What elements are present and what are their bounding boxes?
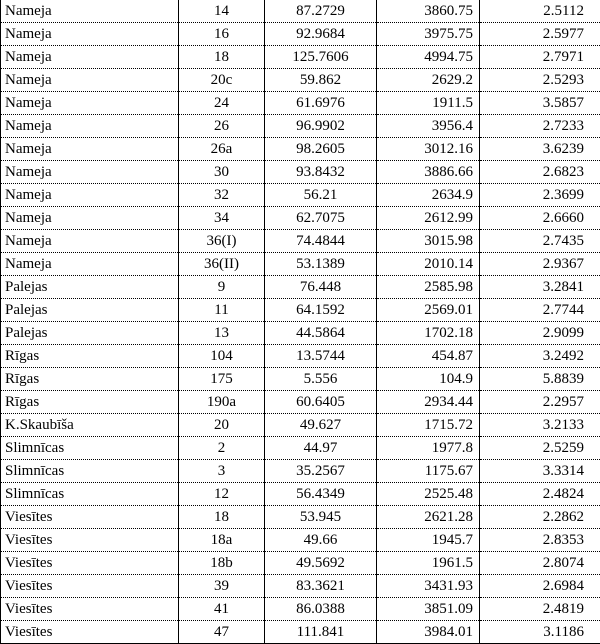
house-number-cell: 32 <box>179 184 265 207</box>
house-number-cell: 36(I) <box>179 230 265 253</box>
ratio-cell: 2.5293 <box>480 69 600 92</box>
house-number-cell: 2 <box>179 437 265 460</box>
street-cell: Nameja <box>1 69 179 92</box>
table-row <box>1 414 600 437</box>
value-cell: 1911.5 <box>377 92 480 115</box>
value-cell: 3015.98 <box>377 230 480 253</box>
house-number-cell: 13 <box>179 322 265 345</box>
area-cell: 98.2605 <box>265 138 377 161</box>
ratio-cell: 2.4824 <box>480 483 600 506</box>
value-cell: 454.87 <box>377 345 480 368</box>
table-row <box>1 621 600 644</box>
ratio-cell: 2.7233 <box>480 115 600 138</box>
area-cell: 49.627 <box>265 414 377 437</box>
area-cell: 49.66 <box>265 529 377 552</box>
street-cell: Viesītes <box>1 529 179 552</box>
area-cell: 87.2729 <box>265 0 377 23</box>
house-number-cell: 41 <box>179 598 265 621</box>
area-cell: 13.5744 <box>265 345 377 368</box>
value-cell: 3012.16 <box>377 138 480 161</box>
area-cell: 111.841 <box>265 621 377 644</box>
street-cell: Nameja <box>1 46 179 69</box>
house-number-cell: 190a <box>179 391 265 414</box>
table-row <box>1 460 600 483</box>
area-cell: 83.3621 <box>265 575 377 598</box>
value-cell: 1945.7 <box>377 529 480 552</box>
value-cell: 2934.44 <box>377 391 480 414</box>
area-cell: 56.4349 <box>265 483 377 506</box>
street-cell: Nameja <box>1 115 179 138</box>
ratio-cell: 2.7435 <box>480 230 600 253</box>
table-row <box>1 345 600 368</box>
value-cell: 2629.2 <box>377 69 480 92</box>
house-number-cell: 26a <box>179 138 265 161</box>
ratio-cell: 3.1186 <box>480 621 600 644</box>
ratio-cell: 2.9367 <box>480 253 600 276</box>
street-cell: Nameja <box>1 138 179 161</box>
value-cell: 3956.4 <box>377 115 480 138</box>
ratio-cell: 3.5857 <box>480 92 600 115</box>
house-number-cell: 18 <box>179 506 265 529</box>
value-cell: 1977.8 <box>377 437 480 460</box>
area-cell: 74.4844 <box>265 230 377 253</box>
house-number-cell: 104 <box>179 345 265 368</box>
street-cell: Nameja <box>1 0 179 23</box>
area-cell: 53.1389 <box>265 253 377 276</box>
house-number-cell: 3 <box>179 460 265 483</box>
value-cell: 4994.75 <box>377 46 480 69</box>
ratio-cell: 2.8353 <box>480 529 600 552</box>
ratio-cell: 2.6984 <box>480 575 600 598</box>
value-cell: 2010.14 <box>377 253 480 276</box>
area-cell: 35.2567 <box>265 460 377 483</box>
ratio-cell: 2.6660 <box>480 207 600 230</box>
value-cell: 3984.01 <box>377 621 480 644</box>
house-number-cell: 18b <box>179 552 265 575</box>
ratio-cell: 2.3699 <box>480 184 600 207</box>
value-cell: 1715.72 <box>377 414 480 437</box>
table-row <box>1 69 600 92</box>
street-cell: Rīgas <box>1 368 179 391</box>
table-row <box>1 575 600 598</box>
value-cell: 3431.93 <box>377 575 480 598</box>
ratio-cell: 3.3314 <box>480 460 600 483</box>
area-cell: 96.9902 <box>265 115 377 138</box>
house-number-cell: 18a <box>179 529 265 552</box>
table-row <box>1 253 600 276</box>
value-cell: 2612.99 <box>377 207 480 230</box>
street-cell: Nameja <box>1 253 179 276</box>
street-cell: Palejas <box>1 322 179 345</box>
value-cell: 2569.01 <box>377 299 480 322</box>
value-cell: 3975.75 <box>377 23 480 46</box>
ratio-cell: 5.8839 <box>480 368 600 391</box>
street-cell: Rīgas <box>1 391 179 414</box>
ratio-cell: 3.2492 <box>480 345 600 368</box>
value-cell: 2525.48 <box>377 483 480 506</box>
area-cell: 93.8432 <box>265 161 377 184</box>
house-number-cell: 47 <box>179 621 265 644</box>
table-row <box>1 299 600 322</box>
table-row <box>1 46 600 69</box>
ratio-cell: 2.5112 <box>480 0 600 23</box>
table-row <box>1 184 600 207</box>
value-cell: 1961.5 <box>377 552 480 575</box>
house-number-cell: 20 <box>179 414 265 437</box>
area-cell: 49.5692 <box>265 552 377 575</box>
street-cell: Nameja <box>1 184 179 207</box>
table-row <box>1 322 600 345</box>
street-cell: Viesītes <box>1 621 179 644</box>
house-number-cell: 34 <box>179 207 265 230</box>
area-cell: 64.1592 <box>265 299 377 322</box>
house-number-cell: 26 <box>179 115 265 138</box>
ratio-cell: 3.2841 <box>480 276 600 299</box>
value-cell: 2585.98 <box>377 276 480 299</box>
area-cell: 59.862 <box>265 69 377 92</box>
table-row <box>1 368 600 391</box>
area-cell: 60.6405 <box>265 391 377 414</box>
street-cell: Palejas <box>1 299 179 322</box>
value-cell: 2634.9 <box>377 184 480 207</box>
street-cell: Viesītes <box>1 506 179 529</box>
value-cell: 2621.28 <box>377 506 480 529</box>
house-number-cell: 12 <box>179 483 265 506</box>
street-cell: Viesītes <box>1 598 179 621</box>
area-cell: 125.7606 <box>265 46 377 69</box>
ratio-cell: 2.8074 <box>480 552 600 575</box>
ratio-cell: 2.2957 <box>480 391 600 414</box>
table-row <box>1 23 600 46</box>
house-number-cell: 36(II) <box>179 253 265 276</box>
table-row <box>1 115 600 138</box>
area-cell: 76.448 <box>265 276 377 299</box>
table-row <box>1 92 600 115</box>
area-cell: 86.0388 <box>265 598 377 621</box>
ratio-cell: 2.5977 <box>480 23 600 46</box>
value-cell: 3851.09 <box>377 598 480 621</box>
table-row <box>1 161 600 184</box>
value-cell: 1702.18 <box>377 322 480 345</box>
ratio-cell: 3.6239 <box>480 138 600 161</box>
ratio-cell: 2.6823 <box>480 161 600 184</box>
street-cell: Nameja <box>1 207 179 230</box>
table-row <box>1 391 600 414</box>
street-cell: Slimnīcas <box>1 483 179 506</box>
street-cell: Viesītes <box>1 552 179 575</box>
street-cell: Palejas <box>1 276 179 299</box>
table-row <box>1 138 600 161</box>
house-number-cell: 11 <box>179 299 265 322</box>
house-number-cell: 20c <box>179 69 265 92</box>
street-cell: Nameja <box>1 23 179 46</box>
ratio-cell: 3.2133 <box>480 414 600 437</box>
table-row <box>1 276 600 299</box>
area-cell: 53.945 <box>265 506 377 529</box>
house-number-cell: 39 <box>179 575 265 598</box>
area-cell: 61.6976 <box>265 92 377 115</box>
area-cell: 44.97 <box>265 437 377 460</box>
table-row <box>1 437 600 460</box>
table-row <box>1 598 600 621</box>
area-cell: 92.9684 <box>265 23 377 46</box>
ratio-cell: 2.5259 <box>480 437 600 460</box>
ratio-cell: 2.2862 <box>480 506 600 529</box>
ratio-cell: 2.7971 <box>480 46 600 69</box>
ratio-cell: 2.9099 <box>480 322 600 345</box>
house-number-cell: 9 <box>179 276 265 299</box>
table-row <box>1 529 600 552</box>
house-number-cell: 14 <box>179 0 265 23</box>
street-cell: Slimnīcas <box>1 437 179 460</box>
table-row <box>1 506 600 529</box>
house-number-cell: 24 <box>179 92 265 115</box>
value-cell: 104.9 <box>377 368 480 391</box>
house-number-cell: 18 <box>179 46 265 69</box>
area-cell: 44.5864 <box>265 322 377 345</box>
street-cell: K.Skaubīša <box>1 414 179 437</box>
street-cell: Nameja <box>1 230 179 253</box>
street-cell: Slimnīcas <box>1 460 179 483</box>
house-number-cell: 175 <box>179 368 265 391</box>
table-row <box>1 207 600 230</box>
ratio-cell: 2.4819 <box>480 598 600 621</box>
area-cell: 56.21 <box>265 184 377 207</box>
area-cell: 62.7075 <box>265 207 377 230</box>
table-row <box>1 552 600 575</box>
street-cell: Rīgas <box>1 345 179 368</box>
ratio-cell: 2.7744 <box>480 299 600 322</box>
area-cell: 5.556 <box>265 368 377 391</box>
street-cell: Nameja <box>1 161 179 184</box>
value-cell: 1175.67 <box>377 460 480 483</box>
street-cell: Nameja <box>1 92 179 115</box>
table-row <box>1 0 600 23</box>
street-cell: Viesītes <box>1 575 179 598</box>
value-cell: 3886.66 <box>377 161 480 184</box>
table-body <box>1 0 600 644</box>
house-number-cell: 16 <box>179 23 265 46</box>
value-cell: 3860.75 <box>377 0 480 23</box>
table-row <box>1 230 600 253</box>
table-row <box>1 483 600 506</box>
house-number-cell: 30 <box>179 161 265 184</box>
